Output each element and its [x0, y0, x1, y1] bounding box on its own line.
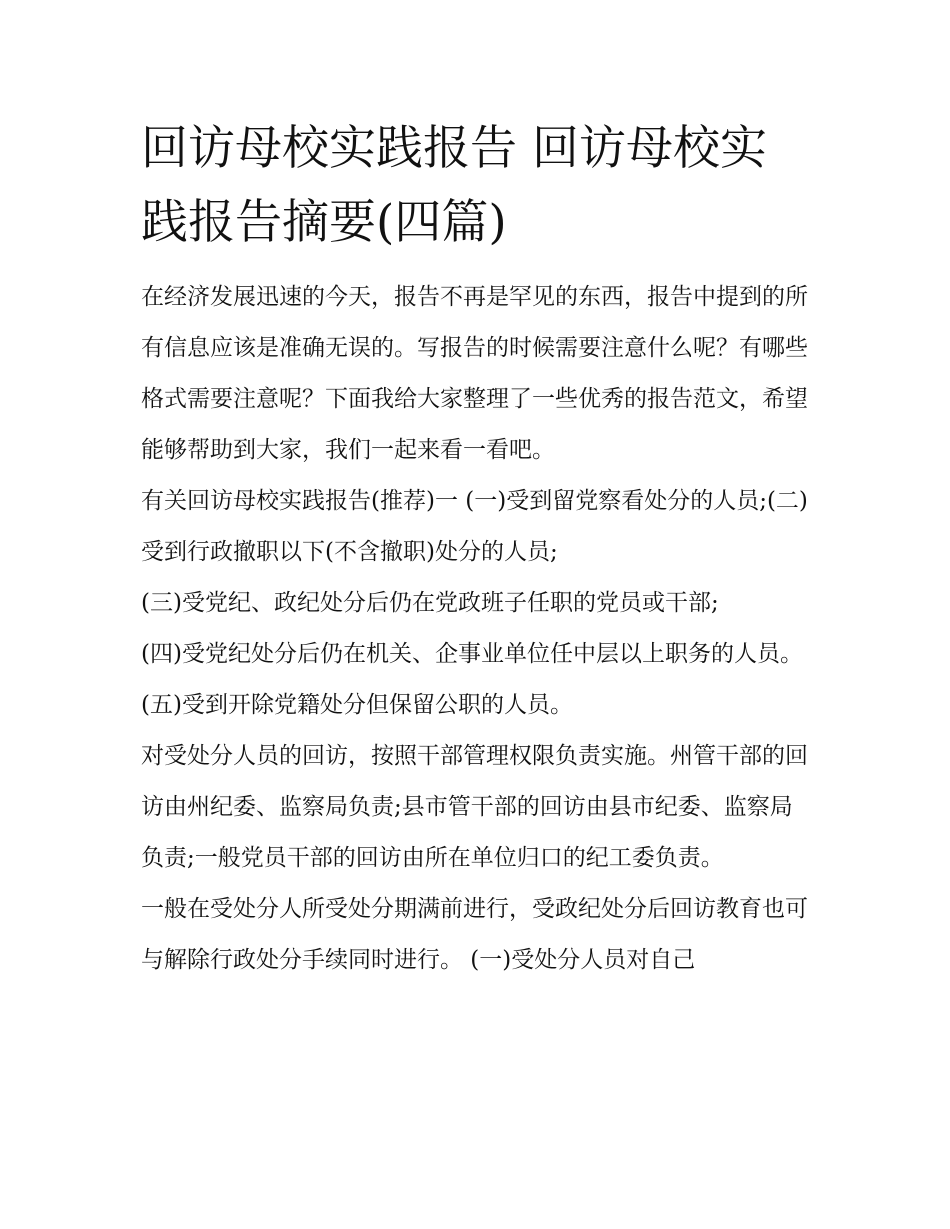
paragraph-responsibility: 对受处分人员的回访，按照干部管理权限负责实施。州管干部的回访由州纪委、监察局负责;县市管干部的回访由县市纪委、监察局负责;一般党员干部的回访由所在单位归口的纪工委负责。: [141, 743, 808, 871]
document-title: 回访母校实践报告 回访母校实践报告摘要(四篇): [141, 121, 767, 250]
document-body: [141, 272, 813, 986]
paragraph-item-5: (五)受到开除党籍处分但保留公职的人员。: [141, 692, 573, 718]
paragraph-intro: 在经济发展迅速的今天，报告不再是罕见的东西，报告中提到的所有信息应该是准确无误的。写报告的时候需要注意什么呢？有哪些格式需要注意呢？下面我给大家整理了一些优秀的报告范文，希望能够帮助到大家，我们一起来看一看吧。: [141, 284, 808, 463]
paragraph-section-1: 有关回访母校实践报告(推荐)一 (一)受到留党察看处分的人员;(二)受到行政撤职以下(不含撤职)处分的人员;: [141, 488, 808, 565]
paragraph-item-4: (四)受党纪处分后仍在机关、企事业单位任中层以上职务的人员。: [141, 641, 803, 667]
document-page: [141, 112, 813, 986]
paragraph-item-3: (三)受党纪、政纪处分后仍在党政班子任职的党员或干部;: [141, 590, 719, 616]
paragraph-timing: 一般在受处分人所受处分期满前进行，受政纪处分后回访教育也可与解除行政处分手续同时进行。 (一)受处分人员对自己: [141, 896, 808, 973]
